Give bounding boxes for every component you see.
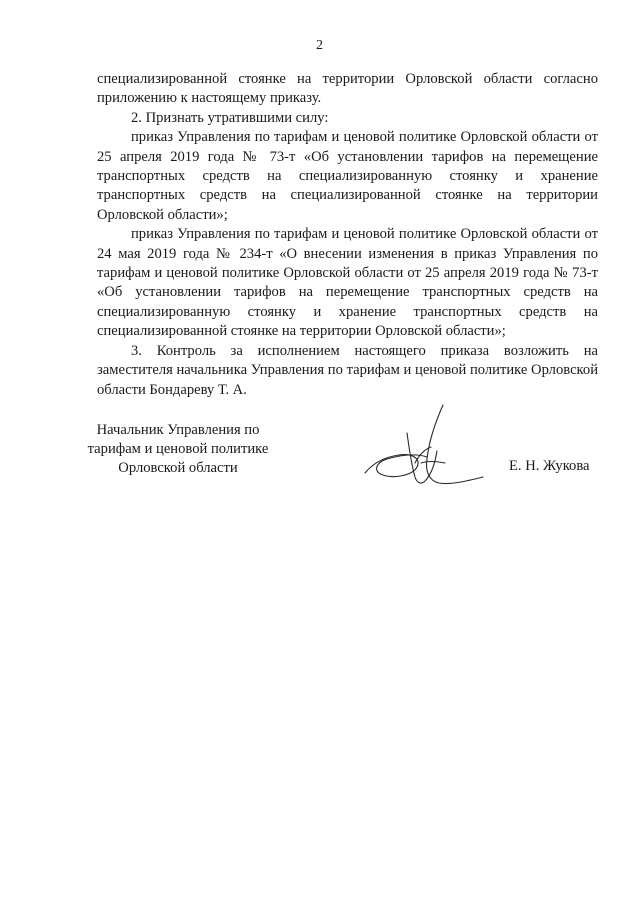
paragraph-continuation: специализированной стоянке на территории Орловской области согласно приложению к настоящему приказу.: [97, 71, 598, 107]
paragraph-repealed-order-2: приказ Управления по тарифам и ценовой политике Орловской области от 24 мая 2019 года № 234-т «О внесении изменения в приказ Управления по тарифам и ценовой политике Орловской области от 25 апреля 2019 года № 73-т «Об установлении тарифов на перемещение транспортных средств на специализированную стоянку и хранение транспортных средств на специализированной стоянке на территории Орловской области»;: [97, 226, 598, 340]
document-body: [97, 70, 598, 400]
paragraph-item-2: 2. Признать утратившими силу:: [131, 109, 329, 126]
handwritten-signature: [355, 403, 495, 495]
signatory-title: [78, 421, 278, 478]
signatory-title-line: Орловской области: [118, 460, 238, 476]
signatory-title-line: Начальник Управления по: [96, 422, 260, 438]
paragraph-item-3: 3. Контроль за исполнением настоящего приказа возложить на заместителя начальника Управления по тарифам и ценовой политике Орловской области Бондареву Т. А.: [97, 342, 598, 398]
page-number: 2: [316, 38, 323, 53]
paragraph-repealed-order-1: приказ Управления по тарифам и ценовой политике Орловской области от 25 апреля 2019 года № 73-т «Об установлении тарифов на перемещение транспортных средств на специализированную стоянку и хранение транспортных средств на специализированной стоянке на территории Орловской области»;: [97, 129, 598, 223]
signatory-title-line: тарифам и ценовой политике: [87, 441, 269, 457]
signatory-name: Е. Н. Жукова: [509, 458, 590, 474]
